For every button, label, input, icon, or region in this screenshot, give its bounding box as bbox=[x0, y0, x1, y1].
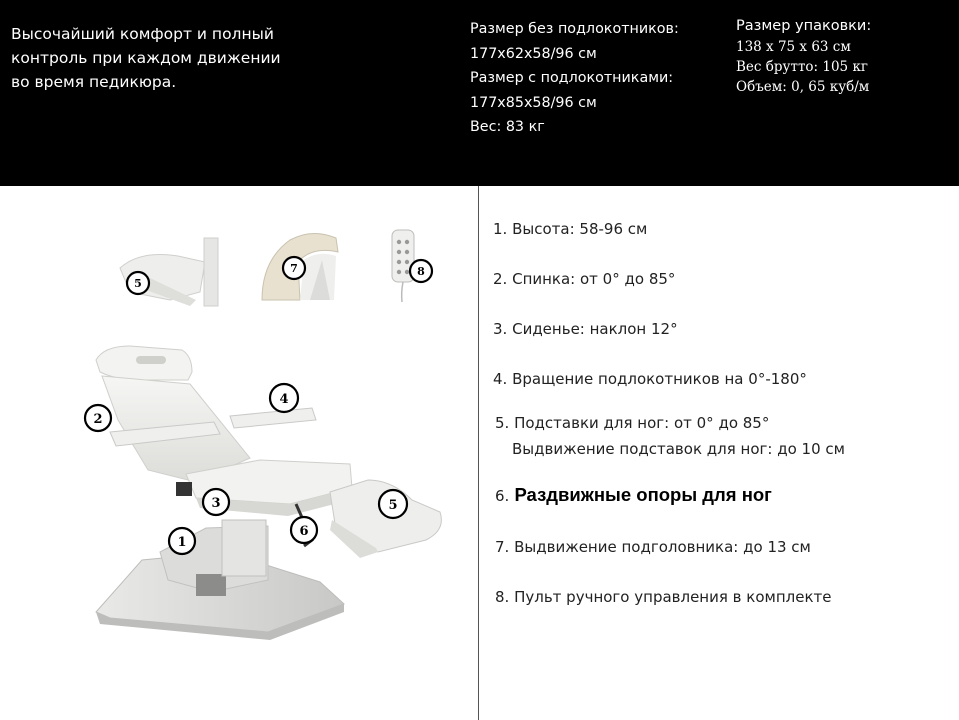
feature-item: 7. Выдвижение подголовника: до 13 см bbox=[495, 538, 811, 556]
feature-item: 2. Спинка: от 0° до 85° bbox=[493, 270, 676, 288]
svg-text:6: 6 bbox=[299, 524, 309, 539]
marker-8: 8 bbox=[417, 265, 425, 278]
feature-item: 3. Сиденье: наклон 12° bbox=[493, 320, 678, 338]
marker-5-thumb: 5 bbox=[134, 277, 142, 290]
svg-text:4: 4 bbox=[279, 392, 289, 407]
marker-6 bbox=[291, 517, 317, 543]
marker-4 bbox=[270, 384, 298, 412]
feature-item: 1. Высота: 58-96 см bbox=[493, 220, 648, 238]
dimensions-text: Размер без подлокотников: 177х62х58/96 см Размер с подлокотниками: 177х85х58/96 см Вес: 83 кг bbox=[470, 21, 679, 135]
marker-5 bbox=[379, 490, 407, 518]
svg-text:2: 2 bbox=[93, 412, 103, 427]
feature-item-highlight: 6. Раздвижные опоры для ног bbox=[495, 484, 772, 505]
header-banner bbox=[0, 0, 959, 186]
svg-text:3: 3 bbox=[211, 496, 221, 511]
packaging-text: Размер упаковки: 138 x 75 x 63 см Вес брутто: 105 кг Объем: 0, 65 куб/м bbox=[736, 15, 871, 97]
packaging-title: Размер упаковки: bbox=[736, 18, 872, 34]
chair-illustration bbox=[0, 186, 478, 720]
marker-7: 7 bbox=[290, 262, 298, 275]
marker-1 bbox=[169, 528, 195, 554]
feature-item-sub: Выдвижение подставок для ног: до 10 см bbox=[512, 440, 845, 458]
feature-item: 4. Вращение подлокотников на 0°-180° bbox=[493, 370, 807, 388]
column-divider bbox=[478, 186, 479, 720]
marker-3 bbox=[203, 489, 229, 515]
thumbnail-headrest bbox=[262, 233, 338, 300]
marker-2 bbox=[85, 405, 111, 431]
thumbnail-remote bbox=[392, 230, 432, 302]
feature-item: 8. Пульт ручного управления в комплекте bbox=[495, 588, 832, 606]
feature-item: 5. Подставки для ног: от 0° до 85° bbox=[495, 414, 770, 432]
intro-text: Высочайший комфорт и полный контроль при каждом движении во время педикюра. bbox=[11, 25, 281, 91]
svg-text:1: 1 bbox=[177, 535, 187, 550]
svg-text:5: 5 bbox=[388, 498, 398, 513]
thumbnail-footrests bbox=[120, 238, 218, 306]
